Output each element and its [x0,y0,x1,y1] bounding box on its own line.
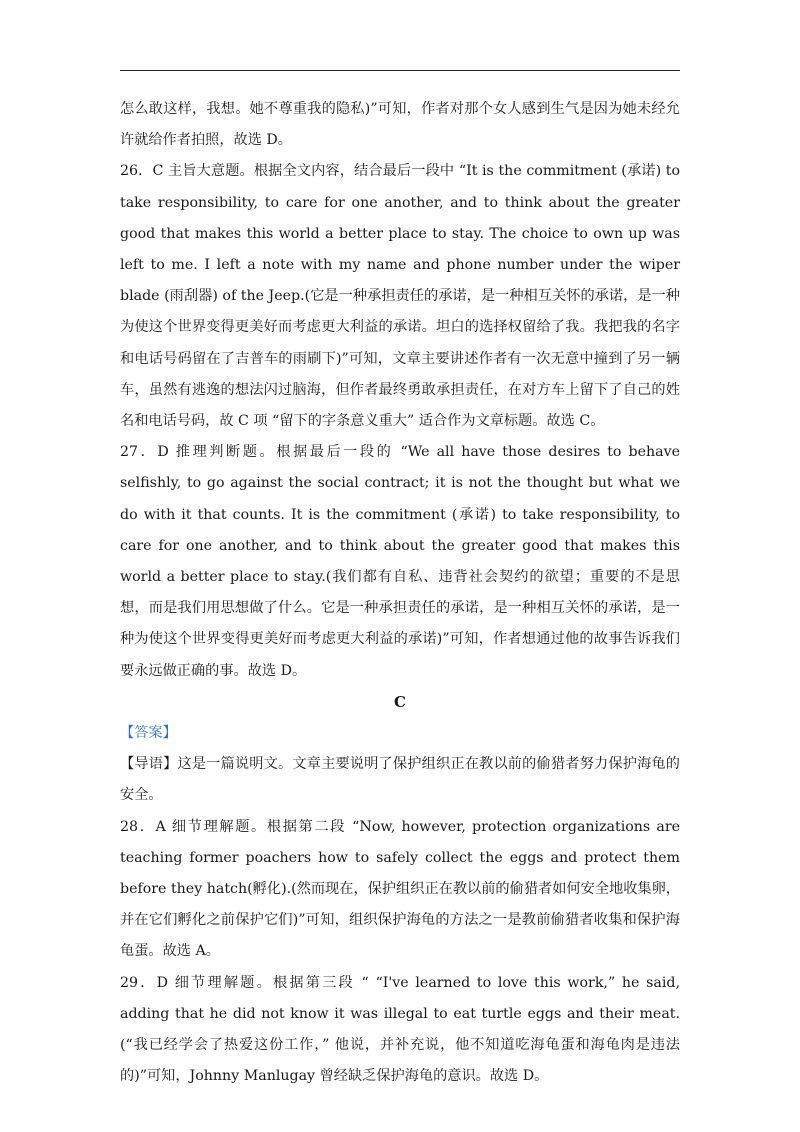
paragraph-continuation: 怎么敢这样，我想。她不尊重我的隐私)”可知，作者对那个女人感到生气是因为她未经允许就给作者拍照，故选 D。 [120,101,680,149]
answer-explanation-26: 26．C 主旨大意题。根据全文内容，结合最后一段中 “It is the commitment (承诺) to take responsibility, to care for one another, and to think about the greater good that makes this world a better place to stay. The choice to own up was left to me. I left a note with my name and phone number under the wiper blade (雨刮器) of the Jeep.(它是一种承担责任的承诺，是一种相互关怀的承诺，是一种为使这个世界变得更美好而考虑更大利益的承诺。坦白的选择权留给了我。我把我的名字和电话号码留在了吉普车的雨刷下)”可知，文章主要讲述作者有一次无意中撞到了另一辆车，虽然有逃逸的想法闪过脑海，但作者最终勇敢承担责任，在对方车上留下了自己的姓名和电话号码，故 C 项 “留下的字条意义重大” 适合作为文章标题。故选 C。 [120,163,680,430]
answer-explanation-27: 27．D 推理判断题。根据最后一段的 “We all have those desires to behave selfishly, to go against the social contract; it is not the thought but what we do with it that counts. It is the commitment (承诺) to take responsibility, to care for one another, and to think about the greater good that makes this world a better place to stay.(我们都有自私、违背社会契约的欲望；重要的不是思想，而是我们用思想做了什么。它是一种承担责任的承诺，是一种相互关怀的承诺，是一种为使这个世界变得更美好而考虑更大利益的承诺)”可知，作者想通过他的故事告诉我们要永远做正确的事。故选 D。 [120,444,680,679]
answer-explanation-28: 28．A 细节理解题。根据第二段 “Now, however, protection organizations are teaching former poachers how to safely collect the eggs and protect them before they hatch(孵化).(然而现在，保护组织正在教以前的偷猎者如何安全地收集卵，并在它们孵化之前保护它们)”可知，组织保护海龟的方法之一是教前偷猎者收集和保护海龟蛋。故选 A。 [120,818,680,960]
answer-label: 【答案】 [120,725,177,742]
document-body [120,94,680,1093]
section-heading: C [394,692,406,711]
answer-explanation-29: 29．D 细节理解题。根据第三段 “ “I've learned to love this work,” he said, adding that he did not know it was illegal to eat turtle eggs and their meat.(“我已经学会了热爱这份工作，” 他说，并补充说，他不知道吃海龟蛋和海龟肉是违法的)”可知，Johnny Manlugay 曾经缺乏保护海龟的意识。故选 D。 [120,974,680,1085]
passage-introduction: 【导语】这是一篇说明文。文章主要说明了保护组织正在教以前的偷猎者努力保护海龟的安全。 [120,756,680,804]
header-rule [120,70,680,71]
